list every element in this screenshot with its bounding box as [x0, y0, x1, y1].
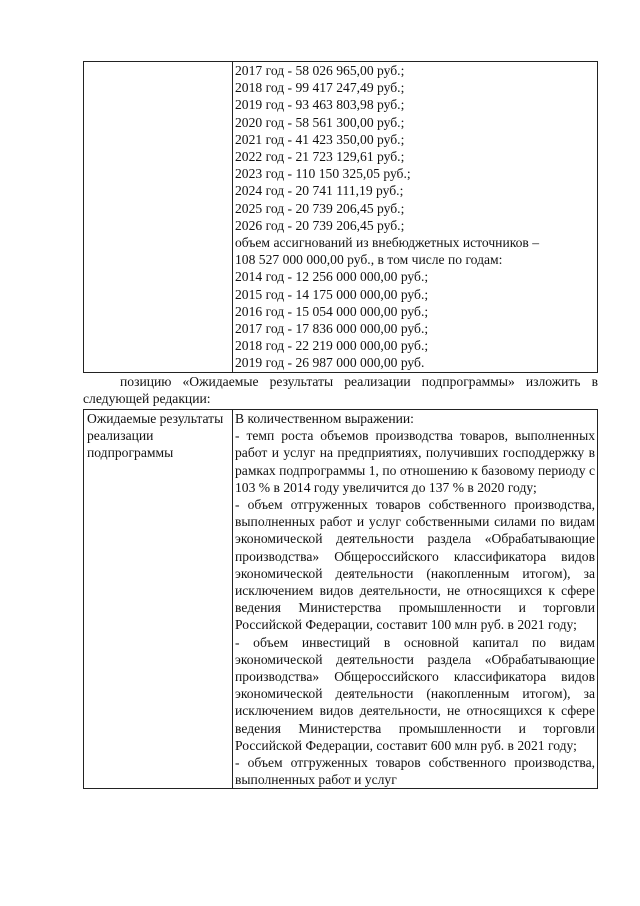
funding-line: 2024 год - 20 741 111,19 руб.; — [235, 183, 404, 199]
table-row — [84, 410, 598, 789]
table-cell-empty — [84, 62, 233, 373]
funding-line: 2020 год - 58 561 300,00 руб.; — [235, 114, 405, 130]
funding-line: 2025 год - 20 739 206,45 руб.; — [235, 200, 405, 216]
funding-line: 108 527 000 000,00 руб., в том числе по годам: — [235, 252, 503, 268]
funding-line: 2017 год - 17 836 000 000,00 руб.; — [235, 321, 429, 337]
results-item-2: - объем отгруженных товаров собственного производства, выполненных работ и услуг собственными силами по видам экономической деятельности раздела «Обрабатывающие производства» Общероссийского классификатора видов экономической деятельности (накопленным итогом), за исключением видов деятельности, не относящихся к сфере ведения Министерства промышленности и торговли Российской Федерации, составит 100 млн руб. в 2021 году; — [235, 497, 595, 633]
table-row — [84, 62, 598, 373]
results-heading: В количественном выражении: — [235, 411, 414, 426]
funding-line: 2015 год - 14 175 000 000,00 руб.; — [235, 286, 429, 302]
results-content-cell — [233, 410, 598, 789]
results-label: Ожидаемые результаты реализации подпрограммы — [87, 411, 224, 461]
funding-line: 2018 год - 22 219 000 000,00 руб.; — [235, 338, 429, 354]
funding-line: объем ассигнований из внебюджетных источников – — [235, 235, 540, 251]
funding-line: 2014 год - 12 256 000 000,00 руб.; — [235, 269, 429, 285]
funding-line: 2022 год - 21 723 129,61 руб.; — [235, 149, 405, 165]
results-item-4: - объем отгруженных товаров собственного производства, выполненных работ и услуг — [235, 755, 595, 788]
instruction-text: позицию «Ожидаемые результаты реализации подпрограммы» изложить в следующей редакции: — [83, 374, 598, 407]
results-item-3: - объем инвестиций в основной капитал по видам экономической деятельности раздела «Обрабатывающие производства» Общероссийского классификатора видов экономической деятельности (накопленным итогом), за исключением видов деятельности, не относящихся к сфере ведения Министерства промышленности и торговли Российской Федерации, составит 600 млн руб. в 2021 году; — [235, 634, 595, 753]
results-label-cell — [84, 410, 233, 789]
funding-line: 2016 год - 15 054 000 000,00 руб.; — [235, 303, 429, 319]
instruction-paragraph — [83, 373, 598, 407]
funding-line: 2026 год - 20 739 206,45 руб.; — [235, 217, 405, 233]
funding-line: 2018 год - 99 417 247,49 руб.; — [235, 80, 405, 96]
funding-line: 2019 год - 93 463 803,98 руб.; — [235, 97, 405, 113]
funding-line: 2019 год - 26 987 000 000,00 руб. — [235, 355, 425, 371]
funding-line: 2017 год - 58 026 965,00 руб.; — [235, 63, 405, 78]
results-table — [83, 409, 598, 789]
funding-table — [83, 61, 598, 373]
funding-line: 2021 год - 41 423 350,00 руб.; — [235, 131, 405, 147]
funding-line: 2023 год - 110 150 325,05 руб.; — [235, 166, 411, 182]
results-item-1: - темп роста объемов производства товаров, выполненных работ и услуг на предприятиях, получивших господдержку в рамках подпрограммы 1, по отношению к базовому периоду с 103 % в 2014 году увеличится до 137 % в 2020 году; — [235, 428, 595, 495]
funding-lines-cell — [233, 62, 598, 373]
